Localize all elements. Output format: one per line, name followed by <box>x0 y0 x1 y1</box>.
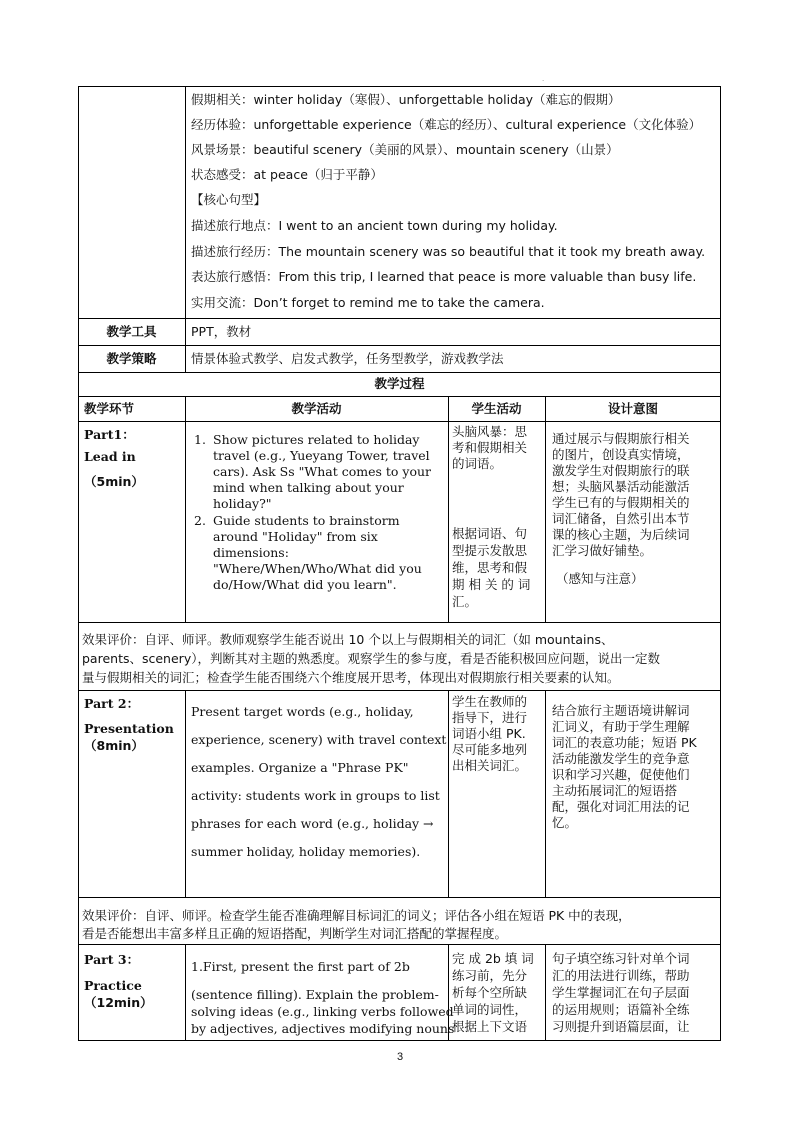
part2-activity: Present target words (e.g., holiday, <box>191 704 414 719</box>
part3-student: 完 成 2b 填 词 <box>452 951 534 966</box>
part2-evaluation: 效果评价：自评、师评。检查学生能否准确理解目标词汇的词义；评估各小组在短语 PK 中的表现， <box>82 908 631 923</box>
part1-student: 维，思考和假 <box>452 560 528 575</box>
part2-student: 出相关词汇。 <box>452 758 528 773</box>
part2-student: 尽可能多地列 <box>452 742 528 757</box>
divider <box>78 421 721 422</box>
part1-evaluation: 效果评价：自评、师评。教师观察学生能否说出 10 个以上与假期相关的词汇（如 mountains、 <box>82 632 614 647</box>
divider <box>185 86 186 372</box>
vocab-line: 假期相关：winter holiday（寒假）、unforgettable holiday（难忘的假期） <box>191 92 621 107</box>
part2-intent: 活动能激发学生的竞争意 <box>552 751 690 766</box>
part1-student: 汇。 <box>452 594 478 609</box>
part1-student: 考和假期相关 <box>452 440 528 455</box>
part2-student: 词语小组 PK. <box>452 726 526 741</box>
part2-activity: examples. Organize a "Phrase PK" <box>191 760 409 775</box>
part2-activity: experience, scenery) with travel context <box>191 732 447 747</box>
part2-student: 指导下，进行 <box>452 710 528 725</box>
part1-intent: 激发学生对假期旅行的联 <box>552 463 690 478</box>
sentence-line: 描述旅行经历：The mountain scenery was so beautiful that it took my breath away. <box>191 244 706 259</box>
part1-intent: 学生已有的与假期相关的 <box>552 495 690 510</box>
part2-intent: 配，强化对词汇用法的记 <box>552 799 690 814</box>
sentence-line: 描述旅行地点：I went to an ancient town during my holiday. <box>191 218 558 233</box>
vocab-line: 状态感受：at peace（归于平静） <box>191 167 383 182</box>
divider <box>78 396 721 397</box>
core-sentence-heading: 【核心句型】 <box>191 192 267 207</box>
tools-label: 教学工具 <box>106 324 157 339</box>
strategy-label: 教学策略 <box>106 351 157 366</box>
part3-title: Practice <box>84 978 142 993</box>
part3-intent: 句子填空练习针对单个词 <box>552 951 690 966</box>
part2-intent: 汇词义，有助于学生理解 <box>552 719 690 734</box>
header-stage: 教学环节 <box>84 401 135 416</box>
divider <box>78 622 721 623</box>
page-number: 3 <box>396 1051 404 1063</box>
divider <box>545 690 546 897</box>
part2-student: 学生在教师的 <box>452 694 528 709</box>
part1-duration: （5min） <box>84 474 144 489</box>
divider <box>185 690 186 897</box>
part2-intent: 结合旅行主题语境讲解词 <box>552 703 690 718</box>
part1-activity-2: Guide students to brainstorm around "Holiday" from six dimensions: "Where/When/Who/What did you do/How/What did you learn". <box>213 513 422 592</box>
part3-intent: 学生掌握词汇在句子层面 <box>552 985 690 1000</box>
vocab-line: 经历体验：unforgettable experience（难忘的经历）、cultural experience（文化体验） <box>191 117 702 132</box>
part1-evaluation: 量与假期相关的词汇；检查学生能否围绕六个维度展开思考，体现出对假期旅行相关要素的认知。 <box>82 670 620 685</box>
divider <box>185 944 186 1041</box>
tools-value: PPT，教材 <box>191 324 252 339</box>
part1-intent: 汇学习做好铺垫。 <box>552 543 653 558</box>
part3-student: 练习前，先分 <box>452 968 528 983</box>
part1-title: Part1： <box>84 427 135 442</box>
part2-duration: （8min） <box>84 738 144 753</box>
part3-student: 析每个空所缺 <box>452 985 528 1000</box>
part1-activity-num: 1. <box>194 432 206 447</box>
part1-title: Lead in <box>84 449 136 464</box>
part3-duration: （12min） <box>84 995 153 1010</box>
divider <box>78 318 721 319</box>
part2-intent: 词汇的表意功能；短语 PK <box>552 735 697 750</box>
part1-intent: 词汇储备，自然引出本节 <box>552 511 690 526</box>
vocab-line: 风景场景：beautiful scenery（美丽的风景）、mountain scenery（山景） <box>191 142 619 157</box>
part3-intent: 的运用规则；语篇补全练 <box>552 1002 690 1017</box>
part2-evaluation: 看是否能想出丰富多样且正确的短语搭配，判断学生对词汇搭配的掌握程度。 <box>82 926 508 941</box>
header-intent: 设计意图 <box>607 401 658 416</box>
strategy-value: 情景体验式教学、启发式教学，任务型教学，游戏教学法 <box>191 351 504 366</box>
part2-activity: phrases for each word (e.g., holiday → <box>191 816 434 831</box>
process-title: 教学过程 <box>374 376 425 391</box>
sentence-line: 实用交流：Don’t forget to remind me to take the camera. <box>191 295 545 310</box>
part3-activity: solving ideas (e.g., linking verbs followed <box>191 1004 454 1019</box>
divider <box>545 944 546 1041</box>
divider <box>448 396 449 622</box>
part2-title: Presentation <box>84 721 174 736</box>
divider <box>545 396 546 622</box>
divider <box>448 690 449 897</box>
part3-activity: 1.First, present the first part of 2b <box>191 959 410 974</box>
part2-intent: 识和学习兴趣，促使他们 <box>552 767 690 782</box>
divider <box>78 372 721 373</box>
sentence-line: 表达旅行感悟：From this trip, I learned that peace is more valuable than busy life. <box>191 269 697 284</box>
part3-student: 根据上下文语 <box>452 1019 528 1034</box>
part3-student: 单词的词性， <box>452 1002 528 1017</box>
part2-activity: summer holiday, holiday memories). <box>191 844 421 859</box>
header-activity: 教学活动 <box>291 401 342 416</box>
part1-student: 头脑风暴：思 <box>452 424 528 439</box>
part3-title: Part 3： <box>84 952 140 967</box>
part1-evaluation: parents、scenery），判断其对主题的熟悉度。观察学生的参与度，看是否能积极回应问题，说出一定数 <box>82 651 660 666</box>
divider <box>78 944 721 945</box>
part1-intent: 通过展示与假期旅行相关 <box>552 431 690 446</box>
scan-dot: . <box>542 74 545 83</box>
divider <box>78 690 721 691</box>
part1-student: 根据词语、句 <box>452 526 528 541</box>
part2-intent: 忆。 <box>552 815 578 830</box>
divider <box>185 396 186 622</box>
part3-intent: 习则提升到语篇层面，让 <box>552 1019 690 1034</box>
part1-intent: 想；头脑风暴活动能激活 <box>552 479 690 494</box>
part2-title: Part 2： <box>84 696 140 711</box>
divider <box>78 345 721 346</box>
part3-activity: (sentence filling). Explain the problem- <box>191 987 439 1002</box>
part1-intent: 的图片，创设真实情境， <box>552 447 690 462</box>
part2-intent: 主动拓展词汇的短语搭 <box>552 783 678 798</box>
part1-student: 的词语。 <box>452 456 503 471</box>
divider <box>78 897 721 898</box>
part2-activity: activity: students work in groups to list <box>191 788 440 803</box>
header-student: 学生活动 <box>471 401 522 416</box>
part1-activity-1: Show pictures related to holiday travel (e.g., Yueyang Tower, travel cars). Ask Ss "What comes to your mind when talking about your holiday?" <box>213 432 432 511</box>
part1-student: 期 相 关 的 词 <box>452 577 531 592</box>
part1-student: 型提示发散思 <box>452 543 528 558</box>
part3-activity: by adjectives, adjectives modifying nouns <box>191 1021 455 1036</box>
part1-intent-note: （感知与注意） <box>556 571 644 586</box>
part1-intent: 课的核心主题，为后续词 <box>552 527 690 542</box>
part1-activity-num: 2. <box>194 513 206 528</box>
part3-intent: 汇的用法进行训练，帮助 <box>552 968 690 983</box>
